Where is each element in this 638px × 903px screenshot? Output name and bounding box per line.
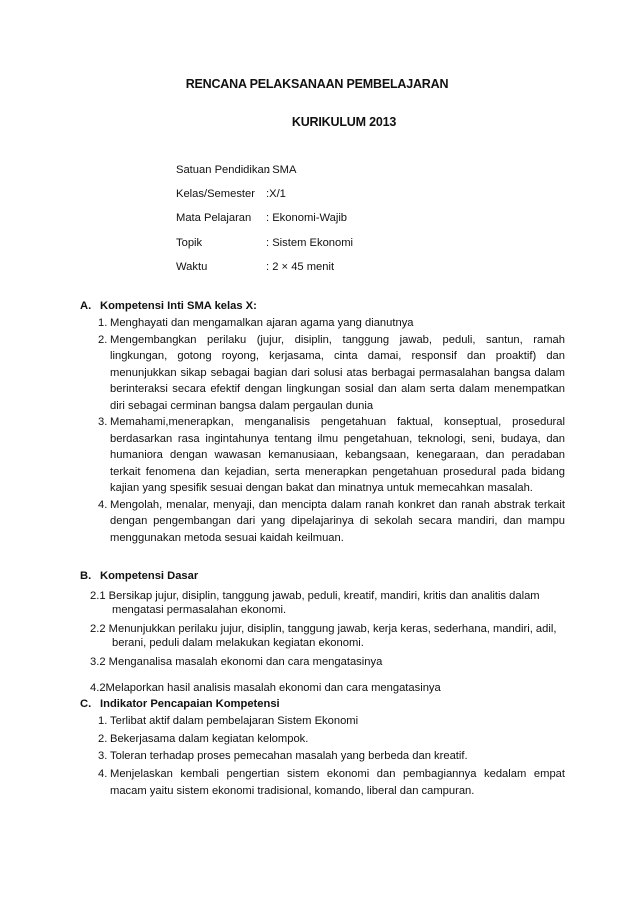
item-number: 1. (98, 715, 108, 727)
identity-row (176, 236, 353, 260)
section-letter: C. (80, 698, 92, 710)
item-number: 3. (98, 750, 108, 762)
item-text: Mengolah, menalar, menyaji, dan mencipta dalam ranah konkret dan ranah abstrak terkait dengan pengembangan dari yang dipelajarinya di sekolah secara mandiri, dan mampu menggunakan metoda sesuai kaidah keilmuan. (110, 498, 565, 544)
section-kompetensi-inti (80, 298, 565, 546)
item-number: 3. (98, 416, 108, 428)
identity-key: Waktu (176, 260, 208, 273)
section-title: Kompetensi Dasar (100, 570, 199, 582)
document-subtitle: KURIKULUM 2013 (291, 115, 397, 129)
list-item (80, 332, 565, 415)
kompetensi-dasar-list (80, 589, 565, 695)
section-title: Kompetensi Inti SMA kelas X: (100, 300, 257, 312)
identity-row (176, 163, 353, 187)
item-text: Menghayati dan mengamalkan ajaran agama yang dianutnya (110, 317, 414, 329)
item-text: 3.2 Menganalisa masalah ekonomi dan cara mengatasinya (90, 656, 383, 668)
item-number: 4. (98, 767, 108, 780)
list-item (80, 414, 565, 497)
item-text: Bersikap jujur, disiplin, tanggung jawab, peduli, kreatif, mandiri, kritis dan analitis dalam mengatasi permasalahan ekonomi. (108, 590, 540, 616)
identity-key: Mata Pelajaran (176, 212, 252, 225)
section-heading (80, 568, 565, 585)
identity-value: :X/1 (266, 188, 286, 201)
section-title: Indikator Pencapaian Kompetensi (100, 698, 280, 710)
section-heading (80, 298, 565, 315)
identity-value: : Ekonomi-Wajib (266, 212, 348, 225)
section-indikator (80, 696, 565, 801)
list-item (80, 681, 565, 695)
identity-value: : Sistem Ekonomi (266, 236, 354, 249)
list-item (80, 731, 565, 749)
section-letter: B. (80, 570, 92, 582)
identity-key: Topik (176, 236, 203, 249)
item-text: Bekerjasama dalam kegiatan kelompok. (110, 732, 309, 745)
item-text: Terlibat aktif dalam pembelajaran Sistem Ekonomi (110, 715, 359, 727)
identity-key: Satuan Pendidikan (176, 164, 270, 176)
item-number: 2.1 (90, 590, 106, 602)
list-item (80, 748, 565, 766)
list-item (80, 655, 565, 669)
item-text: Memahami,menerapkan, menganalisis pengetahuan faktual, konseptual, prosedural berdasarkan rasa ingintahunya tentang ilmu pengetahuan, teknologi, seni, budaya, dan humaniora dengan wawasan kemanusiaan, kebangsaan, kenegaraan, dan peradaban terkait fenomena dan kejadian, serta menerapkan pengetahuan prosedural pada bidang kajian yang spesifik sesuai dengan bakat dan minatnya untuk memecahkan masalah. (110, 416, 565, 494)
item-text: Menjelaskan kembali pengertian sistem ekonomi dan pembagiannya kedalam empat macam yaitu sistem ekonomi tradisional, komando, liberal dan campuran. (110, 767, 565, 797)
document-title: RENCANA PELAKSANAAN PEMBELAJARAN (185, 77, 449, 91)
identity-value: : 2 × 45 menit (266, 260, 335, 273)
section-letter: A. (80, 300, 92, 312)
item-number: 2. (98, 333, 108, 346)
list-item (80, 497, 565, 547)
item-number: 4. (98, 498, 108, 511)
item-number: 1. (98, 317, 108, 329)
item-text: Mengembangkan perilaku (jujur, disiplin, tanggung jawab, peduli, santun, ramah lingkungan, gotong royong, kerjasama, cinta damai, responsif dan proaktif) dan menunjukkan sikap sebagai bagian dari solusi atas berbagai permasalahan bangsa dalam berinteraksi secara efektif dengan lingkungan sosial dan alam serta dalam menempatkan diri sebagai cerminan bangsa dalam pergaulan dunia (110, 333, 565, 412)
item-text: Menunjukkan perilaku jujur, disiplin, tanggung jawab, kerja keras, sederhana, mandiri, adil, berani, peduli dalam melakukan kegiatan ekonomi. (108, 623, 557, 649)
list-item (80, 622, 565, 650)
item-number: 2. (98, 732, 108, 745)
section-heading (80, 696, 565, 713)
identity-row (176, 187, 353, 211)
list-item (80, 766, 565, 801)
list-item (80, 589, 565, 617)
kompetensi-inti-list (80, 315, 565, 546)
identity-row (176, 211, 353, 235)
list-item (80, 315, 565, 332)
item-number: 2.2 (90, 623, 106, 635)
identity-table (176, 163, 353, 284)
indikator-list (80, 713, 565, 801)
item-text: Toleran terhadap proses pemecahan masalah yang berbeda dan kreatif. (110, 750, 468, 762)
section-kompetensi-dasar (80, 568, 565, 695)
identity-value: : SMA (266, 164, 297, 176)
identity-key: Kelas/Semester (176, 188, 255, 201)
identity-row (176, 260, 353, 284)
list-item (80, 713, 565, 731)
item-text: 4.2Melaporkan hasil analisis masalah ekonomi dan cara mengatasinya (90, 682, 441, 694)
